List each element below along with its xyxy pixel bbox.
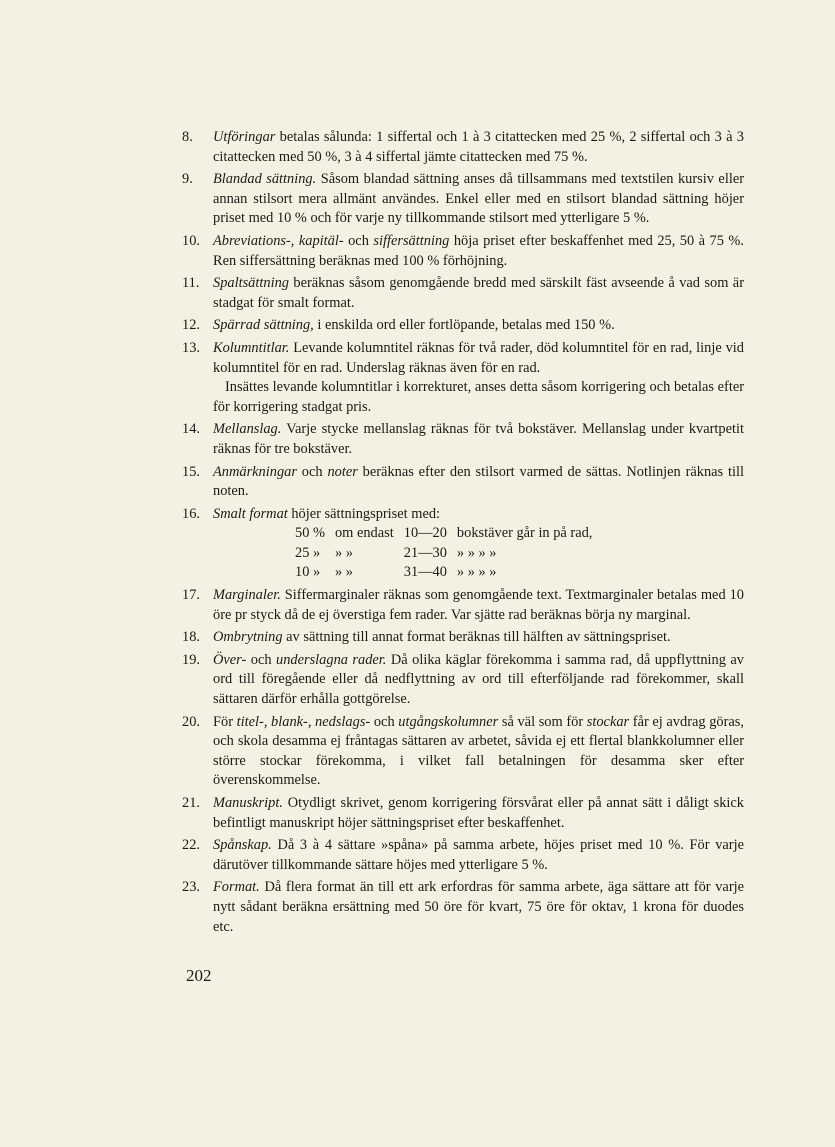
format-rate-table bbox=[295, 524, 602, 583]
italic-term: Utföringar bbox=[213, 129, 276, 145]
text-run: av sättning till annat format beräknas till hälften av sättningspriset. bbox=[282, 629, 671, 646]
italic-term: stockar bbox=[586, 713, 630, 730]
text-run: Då 3 à 4 sättare »spåna» på samma arbete, höjes priset med 10 %. För varje därutöver tillkommande sättare höjes med ytterligare 5 %. bbox=[213, 837, 744, 873]
item-number: 12. bbox=[182, 317, 200, 334]
text-run: och bbox=[370, 713, 399, 730]
list-item bbox=[182, 339, 744, 417]
text-run: och bbox=[343, 232, 374, 249]
text-run: Varje stycke mellanslag räknas för två bokstäver. Mellanslag under kvartpetit räknas för tre bokstäver. bbox=[213, 421, 744, 457]
item-number: 20. bbox=[182, 713, 200, 730]
italic-term: Abreviations-, kapitäl- bbox=[213, 232, 344, 249]
item-text bbox=[213, 274, 744, 313]
item-number: 10. bbox=[182, 232, 200, 249]
list-item bbox=[182, 505, 744, 583]
text-run: höja priset efter beskaffenhet med 25, 50 à 75 %. Ren siffersättning beräknas med 100 % förhöjning. bbox=[213, 232, 744, 269]
list-item bbox=[182, 274, 744, 313]
table-cell: 31—40 bbox=[403, 564, 447, 581]
table-row bbox=[295, 563, 602, 583]
item-number: 11. bbox=[182, 275, 200, 292]
italic-term: Ombrytning bbox=[213, 629, 283, 646]
continuation-paragraph: Insättes levande kolumntitlar i korrekturet, anses detta såsom korrigering och betalas efter för korrigering stadgat pris. bbox=[213, 379, 744, 415]
item-number: 16. bbox=[182, 505, 200, 522]
list-item bbox=[182, 170, 744, 229]
table-cell: » » » » bbox=[456, 564, 497, 581]
italic-term: Marginaler. bbox=[213, 587, 281, 604]
table-cell: om endast bbox=[334, 525, 394, 542]
text-run: Otydligt skrivet, genom korrigering försvårat eller på annat sätt i dåligt skick befintligt manuskript höjer sättningspriset efter beskaffenhet. bbox=[213, 795, 744, 831]
text-run: och bbox=[296, 463, 328, 480]
table-cell: 50 % bbox=[295, 525, 325, 542]
item-number: 18. bbox=[182, 629, 200, 646]
table-cell: bokstäver går in på rad, bbox=[456, 525, 593, 542]
text-run: så väl som för bbox=[498, 713, 587, 730]
item-text bbox=[213, 339, 744, 417]
italic-term: Format. bbox=[213, 879, 260, 896]
item-text bbox=[213, 420, 744, 459]
item-text bbox=[213, 232, 744, 271]
item-text bbox=[213, 836, 744, 875]
text-run: betalas sålunda: 1 siffertal och 1 à 3 citattecken med 25 %, 2 siffertal och 3 à 3 citattecken med 50 %, 3 à 4 siffertal jämte citattecken med 75 %. bbox=[213, 129, 744, 165]
text-run: Såsom blandad sättning anses då tillsammans med textstilen kursiv eller annan stilsort mera allmänt användes. Enkel eller med en stilsort blandad sättning höjer priset med 10 % och för varje ny tillkommande stilsort med ytterligare 5 %. bbox=[213, 171, 744, 227]
table-cell: 10 » bbox=[295, 564, 321, 581]
italic-term: Manuskript. bbox=[213, 795, 283, 811]
list-item bbox=[182, 232, 744, 271]
item-number: 14. bbox=[182, 421, 200, 438]
italic-term: Spaltsättning bbox=[213, 275, 289, 292]
italic-term: Kolumntitlar. bbox=[213, 339, 290, 356]
table-cell: » » bbox=[334, 544, 353, 561]
text-run: Då flera format än till ett ark erfordras för samma arbete, äga sättare att för varje nytt sådant beräkna ersättning med 50 öre för kvart, 75 öre för oktav, 1 krona för duodes etc. bbox=[213, 879, 744, 935]
list-item bbox=[182, 713, 744, 791]
table-row bbox=[295, 524, 602, 544]
table-row bbox=[295, 544, 602, 564]
table-cell: 10—20 bbox=[403, 525, 447, 542]
item-number: 17. bbox=[182, 587, 200, 604]
item-number: 9. bbox=[182, 171, 193, 188]
item-text bbox=[213, 170, 744, 229]
italic-term: Över- bbox=[213, 651, 247, 668]
list-item bbox=[182, 836, 744, 875]
text-run: får ej avdrag göras, och skola desamma ej fråntagas sättaren av arbetet, såvida ej ett flertal blankkolumner eller större stockar förekomma, i vilket fall betalningen för desamma sker efter överenskommelse. bbox=[213, 713, 744, 789]
list-item bbox=[182, 651, 744, 710]
item-text bbox=[213, 651, 744, 710]
item-text bbox=[213, 128, 744, 167]
italic-term: Smalt format bbox=[213, 505, 288, 522]
item-text bbox=[213, 316, 744, 336]
list-item bbox=[182, 128, 744, 167]
list-item bbox=[182, 420, 744, 459]
italic-term: Blandad sättning. bbox=[213, 171, 317, 188]
italic-term: Anmärkningar bbox=[213, 463, 297, 480]
italic-term: utgångskolumner bbox=[398, 713, 499, 730]
item-text bbox=[213, 713, 744, 791]
page-number: 202 bbox=[186, 966, 212, 985]
list-item bbox=[182, 878, 744, 937]
item-number: 19. bbox=[182, 651, 200, 668]
italic-term: noter bbox=[327, 463, 358, 480]
italic-term: Spärrad sättning, bbox=[213, 317, 314, 334]
item-text bbox=[213, 586, 744, 625]
text-run: Siffermarginaler räknas som genomgående text. Textmarginaler betalas med 10 öre pr styck då de ej överstiga fem rader. Var sjätte rad beräknas börja ny marginal. bbox=[213, 587, 744, 623]
italic-term: underslagna rader. bbox=[276, 651, 387, 668]
item-number: 22. bbox=[182, 837, 200, 854]
item-text bbox=[213, 878, 744, 937]
table-cell: » » » » bbox=[456, 544, 497, 561]
item-text bbox=[213, 463, 744, 502]
table-cell: » » bbox=[334, 564, 353, 581]
italic-term: Mellanslag. bbox=[213, 421, 282, 438]
italic-term: Spånskap. bbox=[213, 837, 272, 854]
item-number: 13. bbox=[182, 339, 200, 356]
text-run: i enskilda ord eller fortlöpande, betalas med 150 %. bbox=[313, 317, 615, 334]
list-item bbox=[182, 628, 744, 648]
item-number: 23. bbox=[182, 879, 200, 896]
item-text bbox=[213, 505, 744, 583]
text-run: För bbox=[213, 713, 237, 730]
item-number: 15. bbox=[182, 463, 200, 480]
text-run: höjer sättningspriset med: bbox=[287, 505, 441, 522]
table-cell: 25 » bbox=[295, 544, 321, 561]
rules-list bbox=[182, 128, 744, 940]
list-item bbox=[182, 316, 744, 336]
item-number: 21. bbox=[182, 795, 200, 811]
text-run: Levande kolumntitel räknas för två rader, död kolumntitel för en rad, linje vid kolumntitel för en rad. Underslag räknas även för en rad. bbox=[213, 339, 744, 376]
list-item bbox=[182, 794, 744, 833]
item-number: 8. bbox=[182, 129, 193, 145]
italic-term: siffersättning bbox=[373, 232, 450, 249]
text-run: Då olika käglar förekomma i samma rad, då uppflyttning av ord till föregående eller då nedflyttning av ord till efterföljande rad förekommer, skall sättaren därför erhålla gottgörelse. bbox=[213, 651, 744, 708]
list-item bbox=[182, 586, 744, 625]
text-run: och bbox=[246, 651, 276, 668]
item-text bbox=[213, 794, 744, 833]
item-text bbox=[213, 628, 744, 648]
italic-term: titel-, blank-, nedslags- bbox=[236, 713, 371, 730]
list-item bbox=[182, 463, 744, 502]
text-run: beräknas såsom genomgående bredd med särskilt fäst avseende å vad som är stadgat för smalt format. bbox=[213, 275, 744, 311]
text-run: beräknas efter den stilsort varmed de sättas. Notlinjen räknas till noten. bbox=[213, 463, 744, 500]
table-cell: 21—30 bbox=[403, 544, 447, 561]
